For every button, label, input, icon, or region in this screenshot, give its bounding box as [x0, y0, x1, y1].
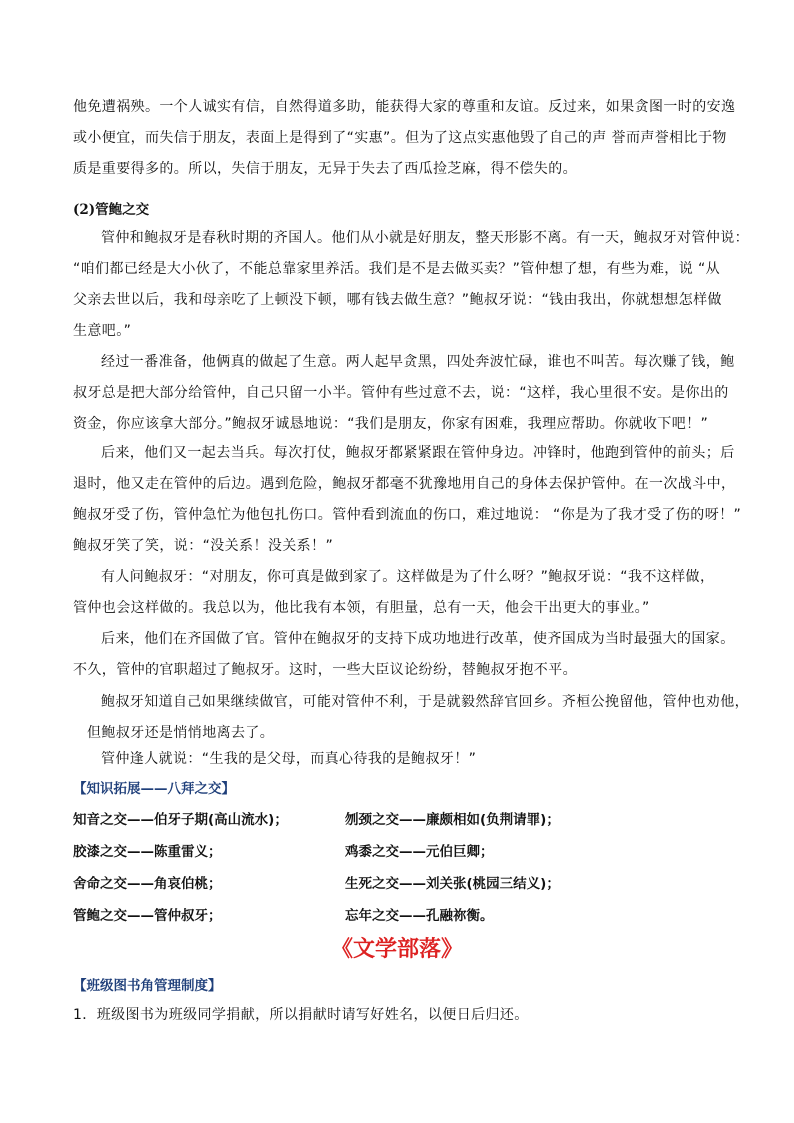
text-line: 鲍叔牙知道自己如果继续做官，可能对管仲不利，于是就毅然辞官回乡。齐桓公挽留他，管仲也劝他， — [101, 694, 749, 710]
text-line: 父亲去世以后，我和母亲吃了上顿没下顿，哪有钱去做生意？”鲍叔牙说：“钱由我出，你就想想怎样做 — [73, 292, 722, 308]
text-line: 有人问鲍叔牙：“对朋友，你可真是做到家了。这样做是为了什么呀？”鲍叔牙说：“我不这样做， — [101, 569, 715, 585]
text-line: 1．班级图书为班级同学捐献，所以捐献时请写好姓名，以便日后归还。 — [73, 1007, 529, 1023]
text-line: 后来，他们在齐国做了官。管仲在鲍叔牙的支持下成功地进行改革，使齐国成为当时最强大的国家。 — [101, 631, 735, 647]
library-rule-1 — [73, 1000, 733, 1031]
text-line: 退时，他又走在管仲的后边。遇到危险，鲍叔牙都毫不犹豫地用自己的身体去保护管仲。在一次战斗中， — [73, 476, 736, 492]
text-line: 管仲也会这样做的。我总以为，他比我有本领，有胆量，总有一天，他会干出更大的事业。” — [73, 600, 650, 616]
text-line: 经过一番准备，他俩真的做起了生意。两人起早贪黑，四处奔波忙碌，谁也不叫苦。每次赚了钱，鲍 — [101, 354, 735, 370]
story-paragraph-2 — [73, 347, 733, 440]
story-paragraph-1 — [73, 223, 749, 347]
text-line: 鲍叔牙受了伤，管仲急忙为他包扎伤口。管仲看到流血的伤口，难过地说： “你是为了我才受了伤的呀！” — [73, 507, 742, 523]
knowledge-row — [73, 872, 733, 904]
text-line: 生意吧。” — [73, 323, 132, 339]
text-line: 鲍叔牙笑了笑，说：“没关系！没关系！” — [73, 538, 334, 554]
knowledge-item-left: 胶漆之交——陈重雷义； — [73, 844, 222, 860]
story-paragraph-4 — [73, 562, 733, 624]
text-line: 他免遭祸殃。一个人诚实有信，自然得道多助，能获得大家的尊重和友谊。反过来，如果贪图一时的安逸 — [73, 99, 736, 115]
knowledge-item-right: 生死之交——刘关张(桃园三结义)； — [345, 876, 560, 892]
knowledge-grid — [73, 808, 733, 936]
text-line: 或小便宜，而失信于朋友，表面上是得到了“实惠”。但为了这点实惠他毁了自己的声 誉而声誉相比于物 — [73, 130, 727, 146]
intro-paragraph — [73, 92, 736, 185]
story-paragraph-3 — [73, 438, 742, 562]
knowledge-row — [73, 808, 733, 840]
knowledge-item-right: 忘年之交——孔融祢衡。 — [345, 908, 494, 924]
knowledge-item-right: 刎颈之交——廉颇相如(负荆请罪)； — [345, 812, 560, 828]
text-line: 资金，你应该拿大部分。”鲍叔牙诚恳地说：“我们是朋友，你家有困难，我理应帮助。你就收下吧！” — [73, 416, 709, 432]
text-line: 后来，他们又一起去当兵。每次打仗，鲍叔牙都紧紧跟在管仲身边。冲锋时，他跑到管仲的前头；后 — [101, 445, 735, 461]
knowledge-item-right: 鸡黍之交——元伯巨卿； — [345, 844, 494, 860]
knowledge-row — [73, 840, 733, 872]
text-line: 管仲逢人就说：“生我的是父母，而真心待我的是鲍叔牙！” — [101, 751, 477, 767]
story-paragraph-6 — [73, 687, 749, 749]
literature-title: 《文学部落》 — [330, 936, 463, 962]
section-heading: (2)管鲍之交 — [73, 202, 150, 218]
knowledge-item-left: 管鲍之交——管仲叔牙； — [73, 908, 222, 924]
knowledge-heading: 【知识拓展——八拜之交】 — [73, 781, 235, 797]
knowledge-item-left: 舍命之交——角哀伯桃； — [73, 876, 222, 892]
library-rules-heading: 【班级图书角管理制度】 — [73, 978, 222, 994]
text-line: 但鲍叔牙还是悄悄地离去了。 — [87, 725, 275, 741]
story-paragraph-5 — [73, 624, 733, 686]
text-line: 叔牙总是把大部分给管仲，自己只留一小半。管仲有些过意不去，说：“这样，我心里很不安。是你出的 — [73, 385, 729, 401]
text-line: 不久，管仲的官职超过了鲍叔牙。这时，一些大臣议论纷纷，替鲍叔牙抱不平。 — [73, 662, 577, 678]
story-paragraph-7 — [73, 744, 733, 775]
knowledge-item-left: 知音之交——伯牙子期(高山流水)； — [73, 812, 288, 828]
text-line: 质是重要得多的。所以，失信于朋友，无异于失去了西瓜捡芝麻，得不偿失的。 — [73, 161, 577, 177]
text-line: “咱们都已经是大小伙了，不能总靠家里养活。我们是不是去做买卖？”管仲想了想，有些为难，说 “从 — [73, 261, 721, 277]
text-line: 管仲和鲍叔牙是春秋时期的齐国人。他们从小就是好朋友，整天形影不离。有一天，鲍叔牙对管仲说： — [101, 230, 749, 246]
